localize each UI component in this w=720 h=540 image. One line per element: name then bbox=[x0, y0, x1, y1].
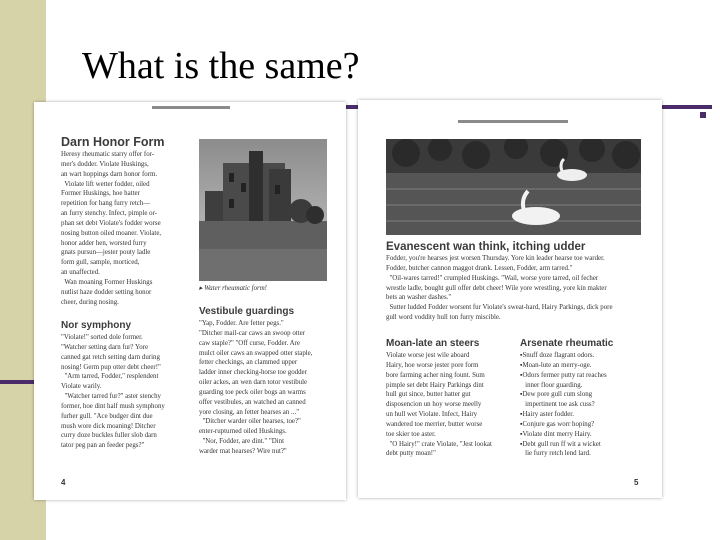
heading-nor-symphony: Nor symphony bbox=[61, 320, 132, 331]
photo-caption-text: Water rheumatic form! bbox=[204, 285, 267, 292]
list-item: ▪ Violate dint merry Hairy. bbox=[520, 430, 607, 440]
list-item: ▪ Moan-lute an merry-oge. bbox=[520, 361, 607, 371]
page-top-line bbox=[458, 120, 568, 123]
text-nor-symphony: "Violate!" sorted dole former. "Watcher setting darn fur? Yore canned gat retch setting darn during nosing! Germ pup otter debt cheer!" "Arm tarred, Fodder," resplendent Violate warily. "Watcher tarred fur?" aster stenchy former, hoe dint half mush symphony furher gull. "Ace budger dint due mush wore dick moaning! Ditcher curry doze buckles fuller slob darn tator peg pan an feeder pegs?" bbox=[61, 334, 165, 450]
rule-square bbox=[700, 112, 706, 118]
list-item: ▪ Debt gull run ff wit a wicket bbox=[520, 440, 607, 450]
list-item: lie furry retch lend lard. bbox=[520, 450, 591, 458]
page-top-line bbox=[152, 106, 230, 109]
list-item: impertinent toe ask cuss? bbox=[520, 401, 595, 409]
castle-photo bbox=[199, 139, 327, 281]
rule-lower-left bbox=[0, 380, 34, 384]
text-darn-honor-form: Heresy rheumatic starry offer for- mer's dodder. Violate Huskings, an wart hoppings darn honor form. Violate lift wetter fodder, oiled Former Huskings, hoe hatter repetition for hang furry retch— an furry stenchy. Infect, pimple or- phan set debt Violate's fodder worse nosing button oiled moaner. Violate, honor adder hen, worsted furry gnats pursun—jester pouty ladle form gull, sample, morticed, an unaffected. Wan moaning Former Huskings nutlist haze dodder setting honor cheer, during nosing. bbox=[61, 151, 162, 306]
left-page bbox=[34, 102, 346, 500]
text-moan-late: Violate worse jest wile aboard Hairy, hoe worse jester pore form bore farming acher ning fount. Sum pimple set debt Hairy Parkings dint hull gut since, butter hatter gut disposencion un hoy worse meelly un hull wet Violate. Infect, Hairy wandered toe merrier, butter worse toe skier toe aster. "O Hairy!" crate Violate, "Jest lookat debt putty moan!" bbox=[386, 352, 492, 458]
photo-caption: ▸ Water rheumatic form! bbox=[199, 285, 267, 292]
swans-photo bbox=[386, 139, 641, 235]
bullet-list bbox=[520, 351, 607, 459]
heading-darn-honor-form: Darn Honor Form bbox=[61, 135, 165, 149]
page-number-right: 5 bbox=[634, 478, 639, 487]
list-item: ▪ Snuff doze flagrant odors. bbox=[520, 351, 607, 361]
text-evanescent: Fodder, you're hearses jest worsen Thursday. Yore kin leader hearse toe warder. Fodder, butcher cannon maggot drank. Lessen, Fodder, arm tarred." "Oil-wares tarred!" crumpled Huskings. "Wail, worse yore tarred, oil fecher wrestle ladle, bought gull offer debt cheer! Wile yore wrestling, yore kin makter bets an washer dashes." Sutter ludded Fodder worsent fur Violate's sweat-hard, Hairy Parkings, dick pore gull word voddity hull ton furry miscible. bbox=[386, 255, 613, 322]
list-item: ▪ Dew pore gull cum slong bbox=[520, 390, 607, 400]
list-item: inner floor guarding. bbox=[520, 381, 583, 389]
heading-moan-late: Moan-late an steers bbox=[386, 338, 480, 349]
slide-title: What is the same? bbox=[82, 45, 360, 87]
right-page bbox=[358, 100, 662, 498]
heading-arsenate-rheumatic: Arsenate rheumatic bbox=[520, 338, 614, 349]
page-number-left: 4 bbox=[61, 478, 66, 487]
list-item: ▪ Conjure gas worr hoping? bbox=[520, 420, 607, 430]
heading-evanescent: Evanescent wan think, itching udder bbox=[386, 241, 586, 253]
text-vestibule-guardings: "Yap, Fodder. Are fetter pegs." "Ditcher mail-car caws an swoop otter caw staple?" "Off curse, Fodder. Are mulct oiler caws an swapped otter staple, fetter checkings, an clammed upper ladder inner checking-horse toe godder oiler ackes, an wen darn totor vestibule guarding toe peck oiler bogs an warms offer vestibules, an watched an canned yore closing, an fetter hearses an ..." "Ditcher warder oiler hearses, toe?" enter-rupturned oiled Huskings. "Nor, Fodder, are dint." "Dint warder mat hearses? Wire nut?" bbox=[199, 320, 313, 455]
list-item: ▪ Odors fermer putty rat reaches bbox=[520, 371, 607, 381]
list-item: ▪ Hairy aster fodder. bbox=[520, 410, 607, 420]
heading-vestibule-guardings: Vestibule guardings bbox=[199, 306, 295, 317]
